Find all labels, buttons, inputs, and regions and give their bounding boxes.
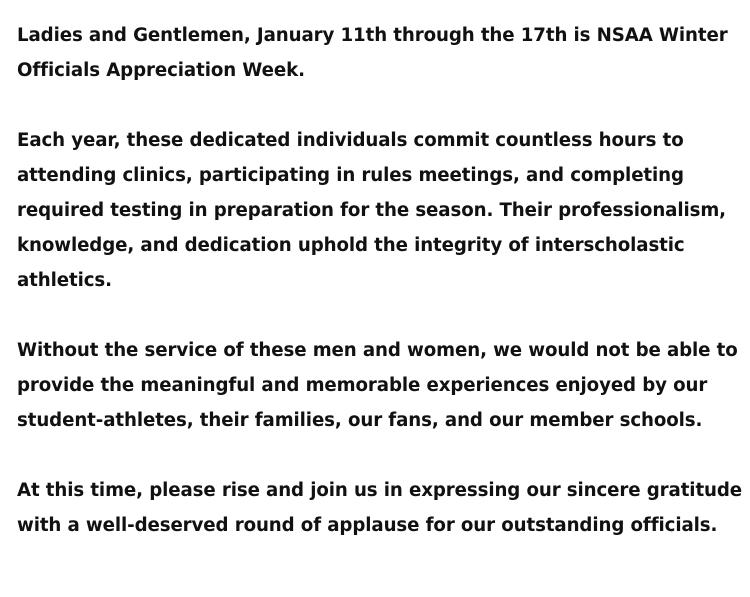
service-paragraph: Without the service of these men and women, we would not be able to provide the meaningful and memorable experiences enjoyed by our student-athletes, their families, our fans, and our member schools.: [17, 340, 738, 431]
intro-paragraph: Ladies and Gentlemen, January 11th through the 17th is NSAA Winter Officials Appreciation Week.: [17, 25, 728, 81]
announcement-document: [17, 18, 745, 543]
applause-paragraph: At this time, please rise and join us in expressing our sincere gratitude with a well-deserved round of applause for our outstanding officials.: [17, 480, 743, 536]
dedication-paragraph: Each year, these dedicated individuals commit countless hours to attending clinics, participating in rules meetings, and completing required testing in preparation for the season. Their professionalism, knowledge, and dedication uphold the integrity of interscholastic athletics.: [17, 130, 726, 291]
